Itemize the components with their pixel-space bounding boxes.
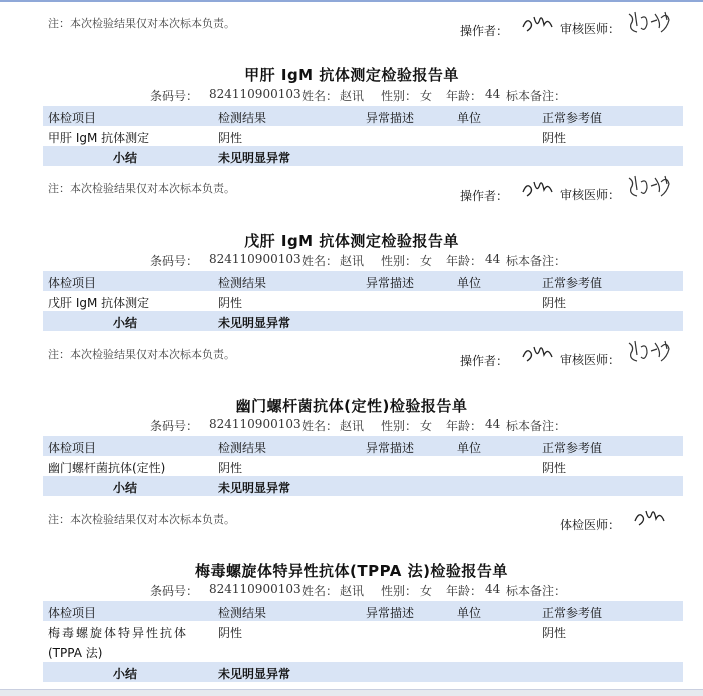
- reviewer-signature: [625, 8, 675, 36]
- barcode-value: 824110900103: [209, 417, 301, 431]
- report-title: 甲肝 IgM 抗体测定检验报告单: [244, 66, 459, 84]
- report-title: 梅毒螺旋体特异性抗体(TPPA 法)检验报告单: [195, 562, 508, 580]
- col-unit: 单位: [457, 441, 482, 455]
- col-unit: 单位: [457, 111, 482, 125]
- disclaimer-note: 注：本次检验结果仅对本次标本负责。: [48, 17, 235, 30]
- item-result: 阴性: [218, 461, 243, 475]
- summary-value: 未见明显异常: [218, 667, 291, 681]
- col-reference: 正常参考值: [542, 606, 603, 620]
- col-abnormal: 异常描述: [366, 111, 415, 125]
- summary-label: 小结: [113, 481, 138, 495]
- exam-doctor-signature: [632, 506, 666, 526]
- summary-value: 未见明显异常: [218, 481, 291, 495]
- barcode-label: 条码号：: [150, 254, 199, 268]
- name-value: 赵讯: [340, 584, 365, 598]
- reviewer-label: 审核医师：: [560, 353, 621, 367]
- page-top-border: [0, 0, 703, 2]
- remark-label: 标本备注：: [506, 584, 567, 598]
- name-value: 赵讯: [340, 254, 365, 268]
- item-reference: 阴性: [542, 461, 567, 475]
- table-header: [43, 106, 683, 126]
- sex-value: 女: [420, 254, 433, 268]
- sex-value: 女: [420, 89, 433, 103]
- name-label: 姓名：: [302, 254, 339, 268]
- remark-label: 标本备注：: [506, 254, 567, 268]
- exam-doctor-label: 体检医师：: [560, 518, 621, 532]
- col-abnormal: 异常描述: [366, 441, 415, 455]
- col-result: 检测结果: [218, 276, 267, 290]
- item-name-line1: 梅毒螺旋体特异性抗体: [48, 626, 189, 640]
- viewer-bottom-strip: [0, 690, 703, 696]
- operator-signature: [520, 342, 554, 362]
- table-row: [43, 456, 683, 476]
- age-label: 年龄：: [446, 254, 483, 268]
- operator-label: 操作者：: [460, 354, 509, 368]
- barcode-value: 824110900103: [209, 582, 301, 596]
- barcode-value: 824110900103: [209, 252, 301, 266]
- age-value: 44: [485, 252, 501, 266]
- summary-value: 未见明显异常: [218, 316, 291, 330]
- item-name: 甲肝 IgM 抗体测定: [48, 131, 150, 145]
- barcode-label: 条码号：: [150, 89, 199, 103]
- sex-label: 性别：: [381, 254, 418, 268]
- reviewer-signature: [625, 337, 675, 365]
- remark-label: 标本备注：: [506, 419, 567, 433]
- col-result: 检测结果: [218, 441, 267, 455]
- age-label: 年龄：: [446, 89, 483, 103]
- name-label: 姓名：: [302, 584, 339, 598]
- table-row: [43, 621, 683, 661]
- item-name: 戊肝 IgM 抗体测定: [48, 296, 150, 310]
- table-row: [43, 291, 683, 311]
- sex-label: 性别：: [381, 584, 418, 598]
- item-result: 阴性: [218, 626, 243, 640]
- table-row: [43, 126, 683, 146]
- name-label: 姓名：: [302, 419, 339, 433]
- operator-label: 操作者：: [460, 189, 509, 203]
- table-header: [43, 436, 683, 456]
- table-header: [43, 601, 683, 621]
- barcode-label: 条码号：: [150, 584, 199, 598]
- name-value: 赵讯: [340, 89, 365, 103]
- operator-signature: [520, 12, 554, 32]
- col-abnormal: 异常描述: [366, 276, 415, 290]
- col-item: 体检项目: [48, 606, 97, 620]
- name-label: 姓名：: [302, 89, 339, 103]
- col-abnormal: 异常描述: [366, 606, 415, 620]
- col-unit: 单位: [457, 606, 482, 620]
- disclaimer-note: 注：本次检验结果仅对本次标本负责。: [48, 348, 235, 361]
- col-unit: 单位: [457, 276, 482, 290]
- age-label: 年龄：: [446, 584, 483, 598]
- item-reference: 阴性: [542, 296, 567, 310]
- summary-row: [43, 146, 683, 166]
- summary-label: 小结: [113, 667, 138, 681]
- sex-value: 女: [420, 419, 433, 433]
- disclaimer-note: 注：本次检验结果仅对本次标本负责。: [48, 182, 235, 195]
- col-result: 检测结果: [218, 111, 267, 125]
- item-result: 阴性: [218, 296, 243, 310]
- col-item: 体检项目: [48, 276, 97, 290]
- age-value: 44: [485, 582, 501, 596]
- disclaimer-note: 注：本次检验结果仅对本次标本负责。: [48, 513, 235, 526]
- age-value: 44: [485, 417, 501, 431]
- sex-label: 性别：: [381, 89, 418, 103]
- summary-row: [43, 662, 683, 682]
- col-reference: 正常参考值: [542, 276, 603, 290]
- item-reference: 阴性: [542, 131, 567, 145]
- col-item: 体检项目: [48, 111, 97, 125]
- barcode-label: 条码号：: [150, 419, 199, 433]
- sex-label: 性别：: [381, 419, 418, 433]
- report-title: 戊肝 IgM 抗体测定检验报告单: [244, 232, 459, 250]
- age-label: 年龄：: [446, 419, 483, 433]
- item-name: 幽门螺杆菌抗体(定性): [48, 461, 166, 475]
- remark-label: 标本备注：: [506, 89, 567, 103]
- summary-label: 小结: [113, 316, 138, 330]
- reviewer-label: 审核医师：: [560, 188, 621, 202]
- name-value: 赵讯: [340, 419, 365, 433]
- summary-row: [43, 311, 683, 331]
- operator-label: 操作者：: [460, 24, 509, 38]
- summary-label: 小结: [113, 151, 138, 165]
- item-name-line2: (TPPA 法): [48, 646, 103, 660]
- summary-value: 未见明显异常: [218, 151, 291, 165]
- item-result: 阴性: [218, 131, 243, 145]
- sex-value: 女: [420, 584, 433, 598]
- col-reference: 正常参考值: [542, 441, 603, 455]
- col-item: 体检项目: [48, 441, 97, 455]
- barcode-value: 824110900103: [209, 87, 301, 101]
- item-reference: 阴性: [542, 626, 567, 640]
- col-result: 检测结果: [218, 606, 267, 620]
- report-title: 幽门螺杆菌抗体(定性)检验报告单: [235, 397, 468, 415]
- age-value: 44: [485, 87, 501, 101]
- reviewer-signature: [625, 172, 675, 200]
- summary-row: [43, 476, 683, 496]
- operator-signature: [520, 177, 554, 197]
- reviewer-label: 审核医师：: [560, 22, 621, 36]
- col-reference: 正常参考值: [542, 111, 603, 125]
- table-header: [43, 271, 683, 291]
